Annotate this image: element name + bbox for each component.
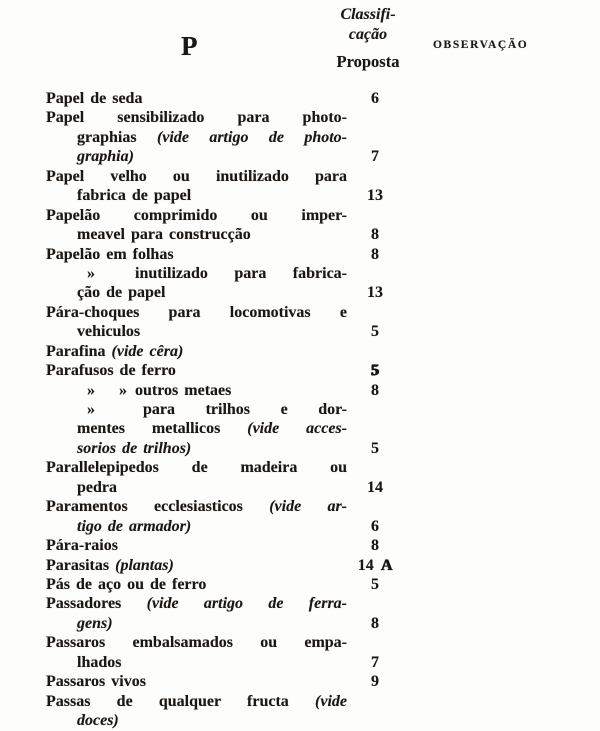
- entry-text: [46, 633, 347, 652]
- entry-text: [46, 556, 347, 575]
- entry-text: [46, 245, 347, 264]
- classification-number: 8: [371, 245, 379, 263]
- entry-text-segment: Passadores: [46, 595, 147, 613]
- list-row: [46, 381, 566, 400]
- list-row: [46, 575, 566, 594]
- entry-text-segment: Passas de qualquer fructa: [46, 692, 316, 710]
- entry-text: [46, 283, 347, 302]
- classification-header-line1: Classifi-: [340, 6, 396, 23]
- list-row: [46, 342, 566, 361]
- list-row: [46, 711, 566, 730]
- entry-text: [46, 692, 347, 711]
- list-row: [46, 186, 566, 205]
- list-row: [46, 108, 566, 127]
- list-row: [46, 400, 566, 419]
- classification-subheader-proposta: Proposta: [336, 52, 400, 71]
- list-row: [46, 556, 566, 575]
- entry-text: [46, 108, 347, 127]
- classification-number: 5: [371, 323, 379, 341]
- list-row: [46, 419, 566, 438]
- entry-text: [46, 89, 347, 108]
- entry-text: [46, 186, 347, 205]
- entry-text-segment: Papel de seda: [46, 90, 143, 107]
- entry-text: [46, 400, 347, 419]
- entry-text-italic-segment: (vide: [315, 692, 347, 710]
- entry-text: [46, 478, 347, 497]
- list-row: [46, 303, 566, 322]
- classification-number: 7: [371, 148, 379, 166]
- entry-text-segment: lhados: [77, 653, 122, 671]
- list-row: [46, 128, 566, 147]
- entry-text: [46, 497, 347, 516]
- entry-text-segment: Papelão em folhas: [46, 245, 174, 263]
- entry-text-segment: vehiculos: [77, 323, 141, 341]
- entry-text: [46, 167, 347, 186]
- list-row: [46, 206, 566, 225]
- observation-column-header: OBSERVAÇÃO: [433, 39, 529, 51]
- entry-text-italic-segment: (plantas): [115, 556, 174, 574]
- list-row: [46, 89, 566, 108]
- entry-text-italic-segment: gens): [77, 614, 113, 632]
- entry-text: [46, 575, 347, 594]
- entry-text-italic-segment: (vide ar-: [269, 498, 348, 516]
- classification-number: 5: [371, 575, 379, 593]
- entry-text-segment: Papelão comprimido ou imper-: [46, 206, 347, 224]
- list-row: [46, 517, 566, 536]
- entry-text-italic-segment: sorios de trilhos): [77, 439, 192, 457]
- entry-text-segment: Paramentos ecclesiasticos: [46, 498, 270, 516]
- list-row: [46, 458, 566, 477]
- entry-text: [46, 517, 347, 536]
- classification-number: 6: [371, 90, 379, 107]
- list-row: [46, 497, 566, 516]
- classification-number: 14 A: [357, 556, 393, 574]
- entry-text-segment: » para trilhos e dor-: [87, 401, 347, 418]
- entry-text: [46, 225, 347, 244]
- classification-number: 7: [371, 653, 379, 671]
- entry-text-segment: » inutilizado para fabrica-: [87, 264, 347, 282]
- classification-number: 13: [367, 187, 383, 205]
- entry-text: [46, 672, 347, 691]
- entry-text: [46, 711, 347, 730]
- classification-number: 8: [371, 226, 379, 244]
- entry-text-italic-segment: (vide cêra): [111, 342, 184, 360]
- classification-number: 8: [371, 614, 379, 632]
- entry-text-segment: Parallelepipedos de madeira ou: [46, 459, 347, 477]
- list-row: [46, 147, 566, 166]
- entry-text-segment: Papel velho ou inutilizado para: [46, 167, 347, 185]
- entry-text: [46, 322, 347, 341]
- entry-text-segment: pedra: [77, 478, 117, 496]
- entry-text-italic-segment: (vide acces-: [247, 420, 348, 438]
- entry-text-segment: meavel para construcção: [77, 226, 251, 244]
- entry-text: [46, 303, 347, 322]
- list-row: [46, 322, 566, 341]
- entry-text: [46, 342, 347, 361]
- list-row: [46, 653, 566, 672]
- entry-text-segment: Parafusos de ferro: [46, 362, 176, 380]
- entry-text-italic-segment: doces): [77, 712, 119, 729]
- entry-text-segment: Passaros embalsamados ou empa-: [46, 634, 347, 652]
- entry-text-segment: graphias: [77, 128, 157, 146]
- list-row: [46, 692, 566, 711]
- entry-text-segment: Pára-choques para locomotivas e: [46, 303, 347, 321]
- list-row: [46, 478, 566, 497]
- section-letter-heading: P: [181, 31, 199, 61]
- entries-list: [46, 89, 566, 730]
- entry-text-segment: Passaros vivos: [46, 673, 146, 691]
- entry-text: [46, 614, 347, 633]
- entry-text: [46, 381, 347, 400]
- list-row: [46, 672, 566, 691]
- entry-text-segment: ção de papel: [77, 284, 166, 302]
- entry-text: [46, 206, 347, 225]
- entry-text: [46, 653, 347, 672]
- classification-number: 13: [367, 284, 383, 302]
- list-row: [46, 167, 566, 186]
- entry-text: [46, 361, 347, 380]
- list-row: [46, 439, 566, 458]
- entry-text-segment: fabrica de papel: [77, 187, 192, 205]
- entry-text-italic-segment: (vide artigo de ferra-: [146, 595, 348, 613]
- list-row: [46, 245, 566, 264]
- classification-number: 9: [371, 673, 379, 691]
- entry-text: [46, 458, 347, 477]
- entry-text-segment: mentes metallicos: [77, 420, 248, 438]
- entry-text-segment: Pára-raios: [46, 537, 118, 555]
- entry-text: [46, 264, 347, 283]
- entry-text: [46, 594, 347, 613]
- entry-text: [46, 128, 347, 147]
- list-row: [46, 361, 566, 380]
- list-row: [46, 594, 566, 613]
- entry-text-segment: » » outros metaes: [87, 381, 232, 399]
- entry-text-italic-segment: tigo de armador): [77, 517, 192, 535]
- list-row: [46, 283, 566, 302]
- entry-text-segment: Parasitas: [46, 556, 116, 574]
- list-row: [46, 264, 566, 283]
- entry-text: [46, 439, 347, 458]
- list-row: [46, 633, 566, 652]
- entry-text-segment: Papel sensibilizado para photo-: [46, 109, 347, 127]
- classification-header-line2: cação: [348, 26, 388, 43]
- classification-number: 14: [367, 478, 383, 496]
- classification-number: 6: [371, 517, 379, 535]
- entry-text: [46, 536, 347, 555]
- list-row: [46, 225, 566, 244]
- classification-number: 5: [371, 362, 379, 380]
- entry-text-segment: Pás de aço ou de ferro: [46, 575, 207, 593]
- entry-text-italic-segment: (vide artigo de photo-: [156, 128, 347, 146]
- entry-text: [46, 419, 347, 438]
- classification-number: 5: [371, 439, 379, 457]
- list-row: [46, 536, 566, 555]
- entry-text-segment: Parafina: [46, 342, 112, 360]
- observation-mark: A: [380, 556, 393, 574]
- classification-column-header: [327, 5, 409, 45]
- list-row: [46, 614, 566, 633]
- entry-text-italic-segment: graphia): [77, 148, 134, 166]
- classification-number: 8: [371, 537, 379, 555]
- classification-number: 8: [371, 381, 379, 399]
- entry-text: [46, 147, 347, 166]
